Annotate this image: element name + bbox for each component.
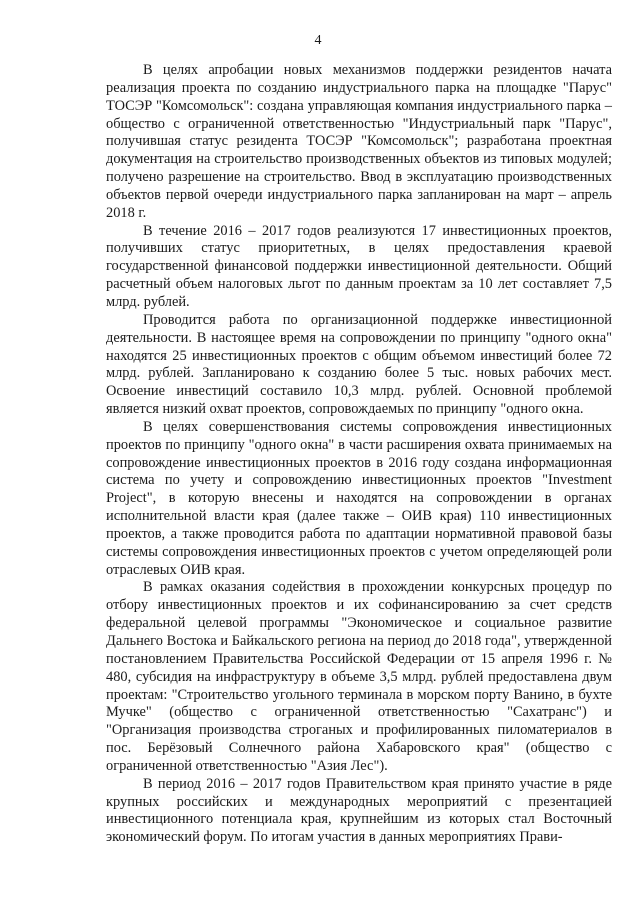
document-body bbox=[106, 62, 612, 847]
paragraph-information-system: В целях совершенствования системы сопровождения инвестиционных проектов по принципу "одного окна" в части расширения охвата принимаемых на сопровождение инвестиционных проектов в 2016 году создана информационная система по учету и сопровождению инвестиционных проектов "Investment Project", в которую внесены и находятся на сопровождении в органах исполнительной власти края (далее также – ОИВ края) 110 инвестиционных проектов, а также проводится работа по адаптации нормативной правовой базы системы сопровождения инвестиционных проектов с учетом определяющей роли отраслевых ОИВ края. bbox=[106, 418, 612, 578]
paragraph-industrial-park: В целях апробации новых механизмов поддержки резидентов начата реализация проекта по созданию индустриального парка на площадке "Парус" ТОСЭР "Комсомольск": создана управляющая компания индустриального парка – общество с ограниченной ответственностью "Индустриальный парк "Парус", получившая статус резидента ТОСЭР "Комсомольск"; разработана проектная документация на строительство производственных объектов из типовых модулей; получено разрешение на строительство. Ввод в эксплуатацию производственных объектов первой очереди индустриального парка запланирован на март – апрель 2018 г. bbox=[106, 62, 612, 221]
paragraph-federal-program: В рамках оказания содействия в прохождении конкурсных процедур по отбору инвестиционных проектов и их софинансированию за счет средств федеральной целевой программы "Экономическое и социальное развитие Дальнего Востока и Байкальского региона на период до 2018 года", утвержденной постановлением Правительства Российской Федерации от 15 апреля 1996 г. № 480, субсидия на инфраструктуру в объеме 3,5 млрд. рублей предоставлена двум проектам: "Строительство угольного терминала в морском порту Ванино, в бухте Мучке" (общество с ограниченной ответственностью "Сахатранс") и "Организация производства строганых и профилированных пиломатериалов в пос. Берёзовый Солнечного района Хабаровского края" (общество с ограниченной ответственностью "Азия Лес"). bbox=[106, 579, 612, 774]
paragraph-one-window-support: Проводится работа по организационной поддержке инвестиционной деятельности. В настоящее время на сопровождении по принципу "одного окна" находятся 25 инвестиционных проектов с общим объемом инвестиций более 72 млрд. рублей. Запланировано к созданию более 5 тыс. новых рабочих мест. Освоение инвестиций составило 10,3 млрд. рублей. Основной проблемой является низкий охват проектов, сопровождаемых по принципу "одного окна. bbox=[106, 311, 612, 418]
paragraph-priority-projects: В течение 2016 – 2017 годов реализуются 17 инвестиционных проектов, получивших статус приоритетных, в целях предоставления краевой государственной финансовой поддержки инвестиционной деятельности. Общий расчетный объем налоговых льгот по данным проектам за 10 лет составляет 7,5 млрд. рублей. bbox=[106, 222, 612, 310]
page-number: 4 bbox=[314, 33, 322, 48]
paragraph-events: В период 2016 – 2017 годов Правительством края принято участие в ряде крупных российских и международных мероприятий с презентацией инвестиционного потенциала края, крупнейшим из которых стал Восточный экономический форум. По итогам участия в данных мероприятиях Прави- bbox=[106, 775, 612, 846]
